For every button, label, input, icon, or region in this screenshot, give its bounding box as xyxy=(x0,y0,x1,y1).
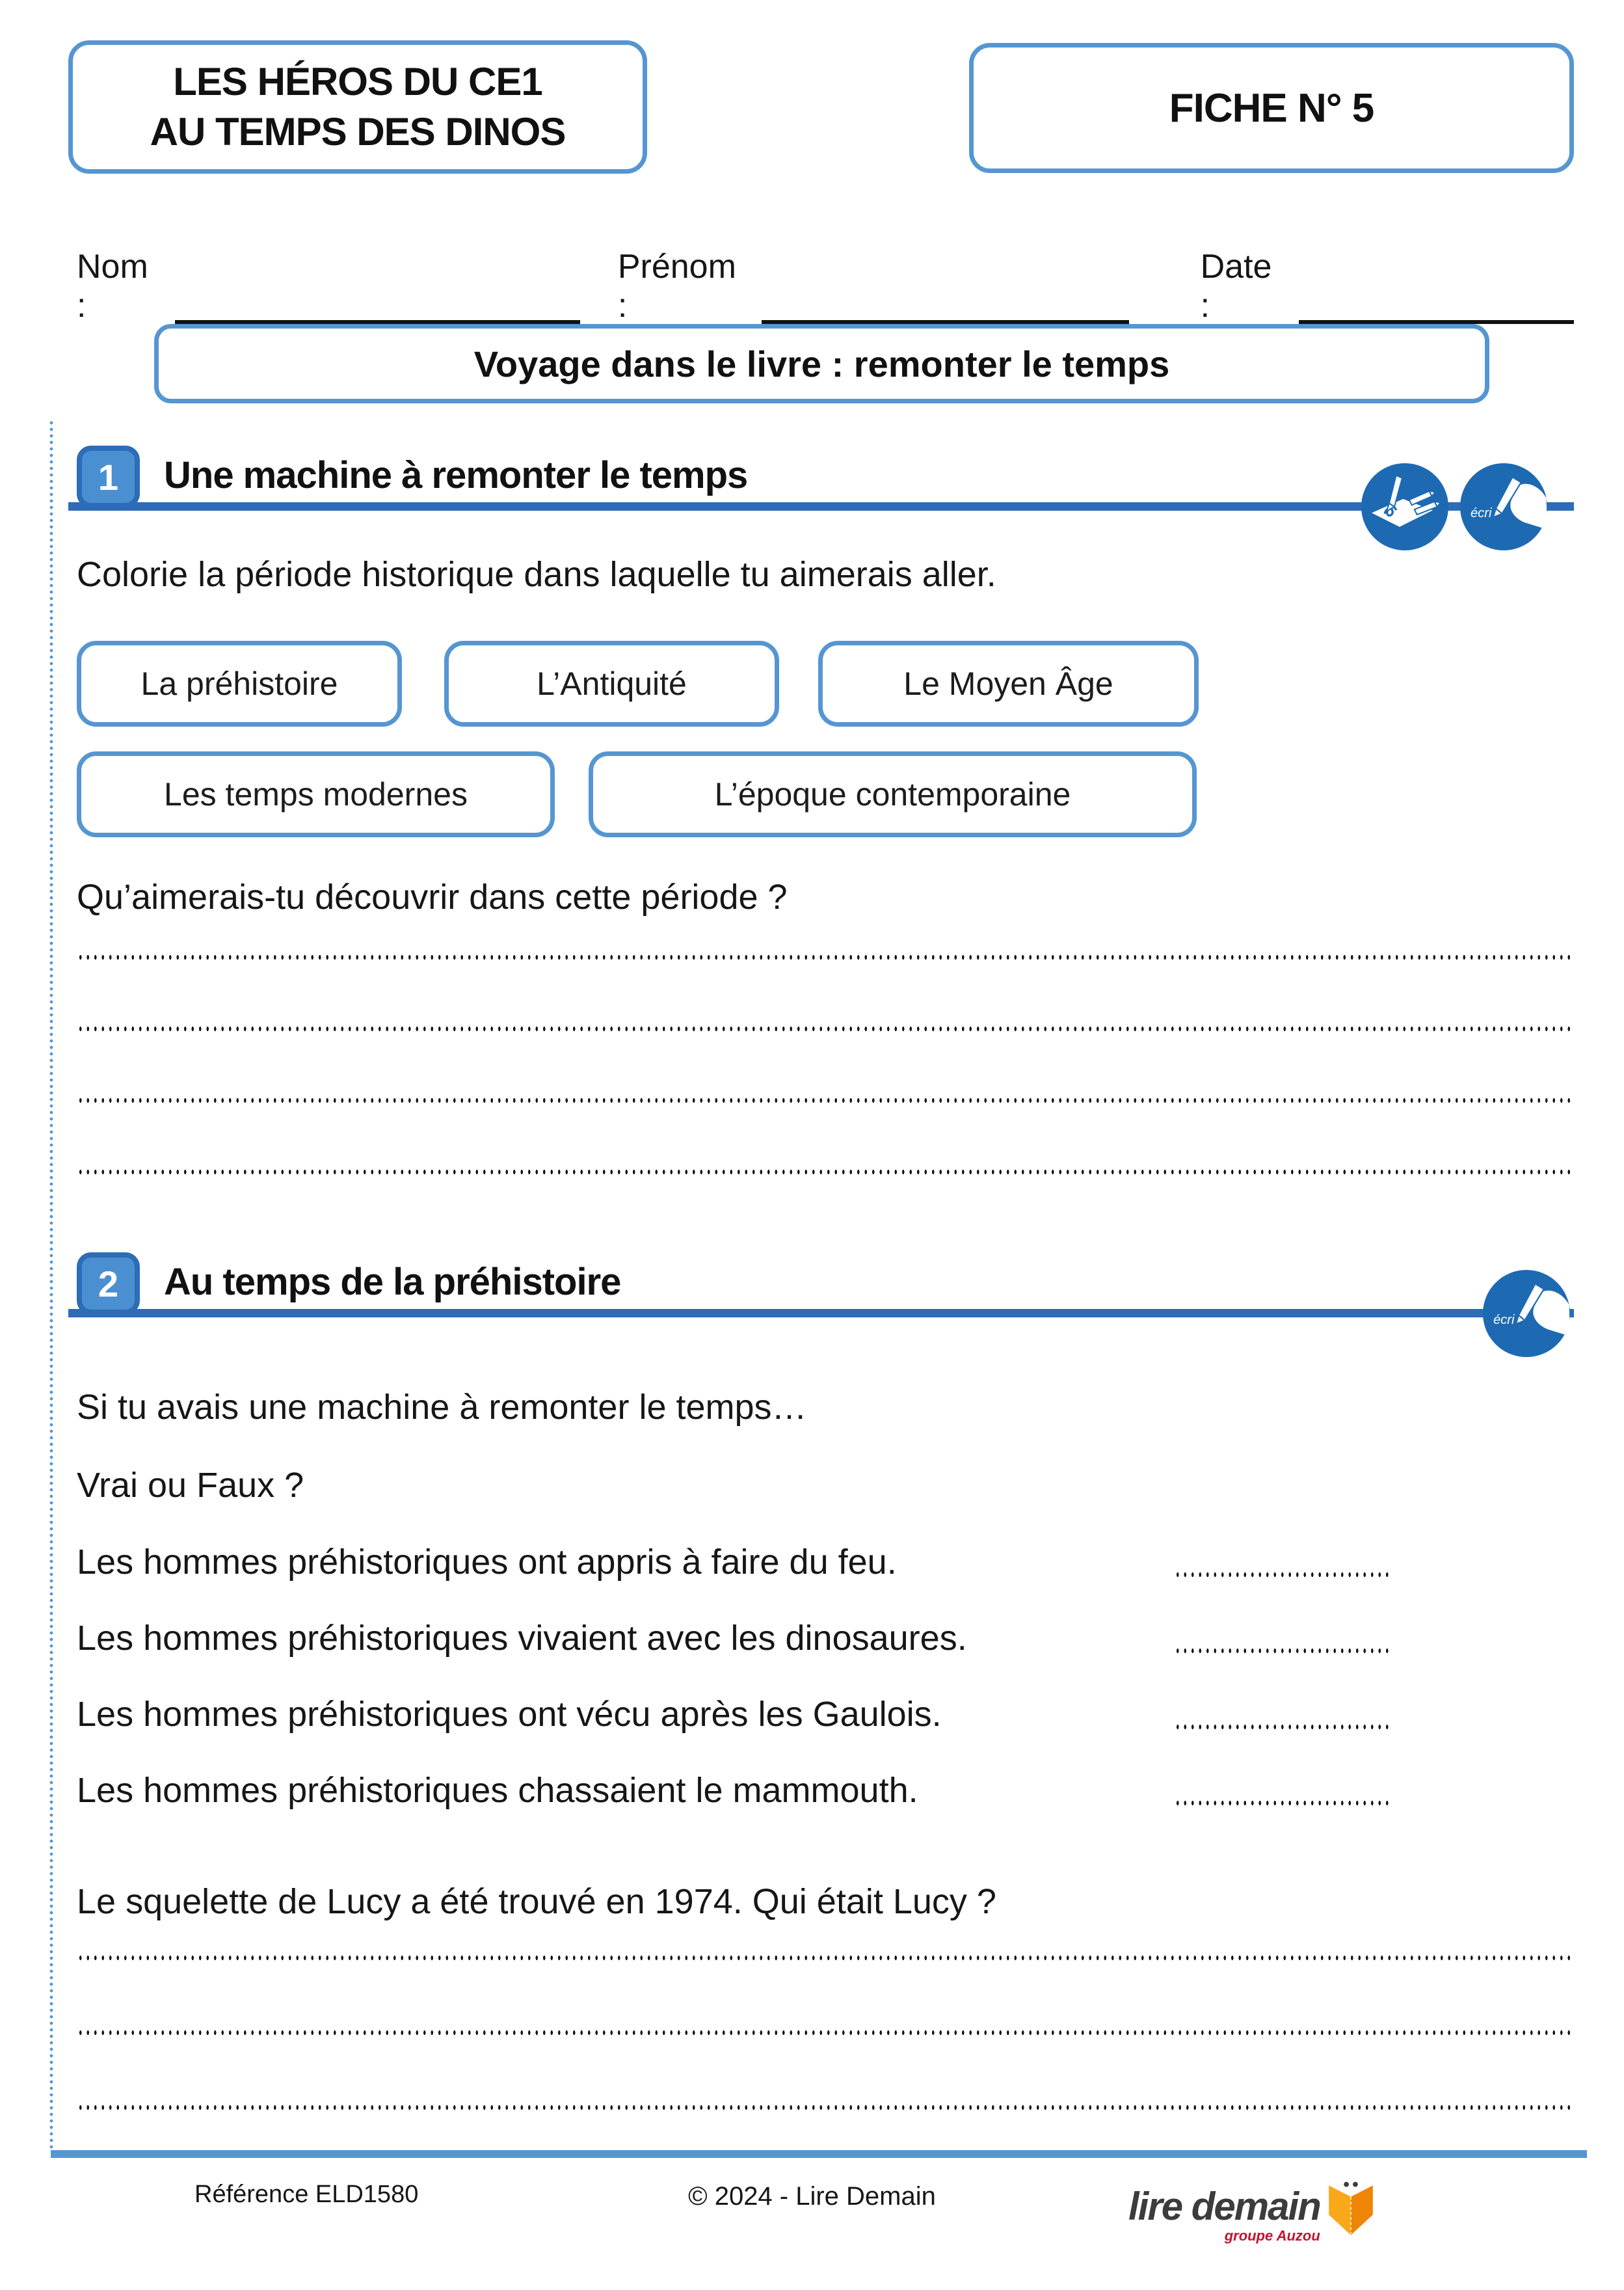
answer-line[interactable] xyxy=(77,953,1574,962)
publisher-logo-subtext: groupe Auzou xyxy=(1224,2228,1320,2244)
period-option-antiquite[interactable]: L’Antiquité xyxy=(444,641,779,727)
statement-answer-dots[interactable] xyxy=(1174,1799,1393,1807)
answer-line[interactable] xyxy=(77,1168,1574,1176)
worksheet-title-banner xyxy=(154,324,1489,403)
section1-number-badge xyxy=(77,446,140,508)
writing-icon-label: écri xyxy=(1493,1313,1515,1328)
statement-text: Les hommes préhistoriques ont appris à faire du feu. xyxy=(77,1542,897,1582)
period-option-moyen-age[interactable]: Le Moyen Âge xyxy=(818,641,1199,727)
statement-answer-dots[interactable] xyxy=(1174,1723,1393,1731)
answer-line[interactable] xyxy=(77,2028,1574,2037)
statement-text: Les hommes préhistoriques chassaient le mammouth. xyxy=(77,1771,918,1810)
writing-icon xyxy=(1460,463,1547,550)
statement-row xyxy=(77,1542,1574,1583)
writing-icon xyxy=(1483,1270,1570,1357)
statement-answer-dots[interactable] xyxy=(1174,1570,1393,1579)
section2-rule xyxy=(68,1309,1574,1317)
section1-instruction: Colorie la période historique dans laquelle tu aimerais aller. xyxy=(77,555,996,594)
nom-label: Nom : xyxy=(77,248,148,325)
section1-question: Qu’aimerais-tu découvrir dans cette période ? xyxy=(77,878,788,917)
series-title-box xyxy=(68,40,647,174)
answer-line[interactable] xyxy=(77,1096,1574,1105)
series-title-line2: AU TEMPS DES DINOS xyxy=(150,109,566,154)
identity-row xyxy=(77,247,1574,327)
section2-number-badge xyxy=(77,1252,140,1315)
publisher-logo-text-wrap xyxy=(1128,2187,1320,2244)
section2-title: Au temps de la préhistoire xyxy=(164,1261,621,1303)
statement-text: Les hommes préhistoriques vivaient avec les dinosaures. xyxy=(77,1619,967,1658)
prenom-label: Prénom : xyxy=(617,248,736,325)
answer-line[interactable] xyxy=(77,2103,1574,2112)
prenom-line[interactable] xyxy=(762,288,1128,324)
open-book-icon xyxy=(1325,2173,1376,2246)
fiche-number-box xyxy=(969,43,1574,173)
section2-question: Le squelette de Lucy a été trouvé en 1974. Qui était Lucy ? xyxy=(77,1882,996,1921)
period-option-temps-modernes[interactable]: Les temps modernes xyxy=(77,751,555,837)
date-label: Date : xyxy=(1200,248,1272,325)
answer-line[interactable] xyxy=(77,1954,1574,1962)
section1-title: Une machine à remonter le temps xyxy=(164,454,748,496)
date-line[interactable] xyxy=(1299,288,1574,324)
period-option-epoque-contemporaine[interactable]: L’époque contemporaine xyxy=(589,751,1197,837)
series-title-line1: LES HÉROS DU CE1 xyxy=(173,59,542,103)
publisher-logo-text: lire demain xyxy=(1128,2185,1320,2228)
statement-row xyxy=(77,1694,1574,1736)
footer-rule xyxy=(51,2150,1587,2158)
period-option-prehistoire[interactable]: La préhistoire xyxy=(77,641,402,727)
statement-text: Les hommes préhistoriques ont vécu après les Gaulois. xyxy=(77,1695,942,1734)
footer-copyright: © 2024 - Lire Demain xyxy=(688,2182,936,2211)
section2-intro: Si tu avais une machine à remonter le temps… xyxy=(77,1388,807,1427)
fiche-number-label: FICHE N° 5 xyxy=(1169,85,1374,131)
publisher-logo xyxy=(1128,2173,1376,2246)
section1-number: 1 xyxy=(98,456,119,498)
statement-row xyxy=(77,1618,1574,1660)
section1-rule xyxy=(68,502,1574,511)
left-dashed-cut-line xyxy=(48,420,55,2150)
section2-number: 2 xyxy=(98,1263,119,1304)
statement-answer-dots[interactable] xyxy=(1174,1647,1393,1655)
worksheet-title: Voyage dans le livre : remonter le temps xyxy=(473,343,1170,384)
vrai-faux-label: Vrai ou Faux ? xyxy=(77,1466,304,1505)
answer-line[interactable] xyxy=(77,1025,1574,1033)
coloring-icon xyxy=(1361,463,1448,550)
writing-icon-label: écri xyxy=(1471,506,1492,521)
nom-line[interactable] xyxy=(175,288,580,324)
footer-reference: Référence ELD1580 xyxy=(194,2181,419,2208)
statement-row xyxy=(77,1770,1574,1812)
